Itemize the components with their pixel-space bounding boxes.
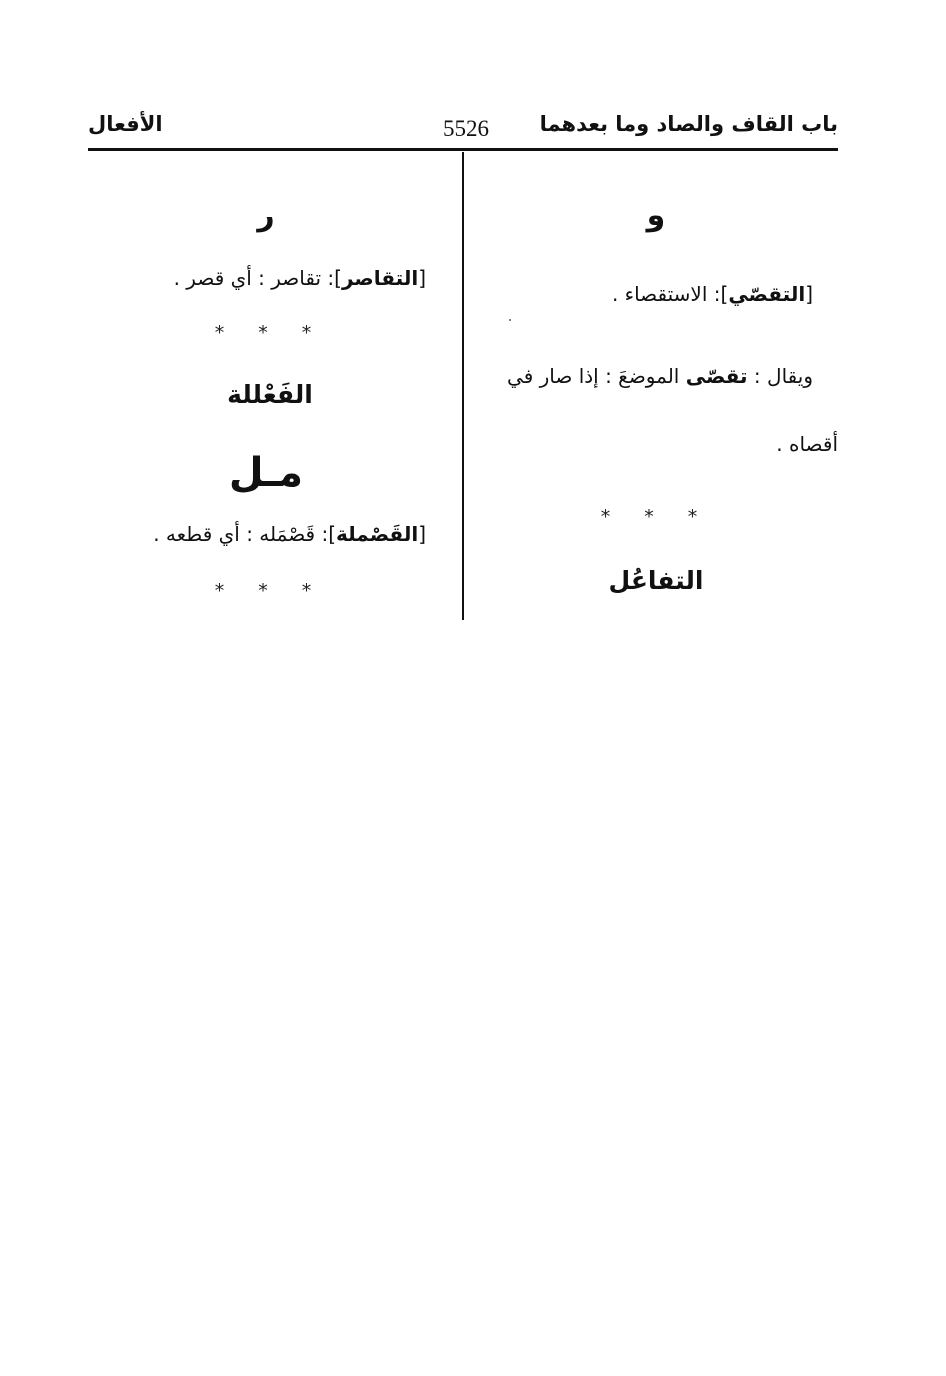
print-speck (509, 319, 511, 321)
close-bracket: ] (334, 266, 342, 290)
left-separator-stars-1: * * * (214, 322, 326, 344)
right-letter-heading: و (646, 198, 666, 233)
right-entry-taqassi (612, 282, 813, 306)
definition: : قَصْمَله : أي قطعه . (153, 522, 329, 546)
definition: : تقاصر : أي قصر . (173, 266, 335, 290)
section-title: الأفعال (88, 112, 163, 136)
entry-intro: ويقال : (747, 364, 813, 388)
left-entry-qasmala (153, 522, 426, 546)
left-pattern-heading: الفَعْللة (227, 380, 313, 409)
close-bracket: ] (328, 522, 337, 546)
headword: التقاصر (341, 266, 419, 290)
right-pattern-heading: التفاعُل (608, 566, 704, 595)
right-entry-continuation: أقصاه . (776, 432, 838, 456)
page-number: 5526 (443, 116, 489, 141)
headword: تقصّى (685, 364, 748, 388)
open-bracket: [ (805, 282, 813, 306)
headword: القَصْملة (336, 522, 419, 546)
left-root-heading: مـل (228, 450, 304, 496)
definition: : الاستقصاء . (611, 282, 721, 306)
open-bracket: [ (418, 522, 426, 546)
right-separator-stars: * * * (600, 506, 712, 528)
left-entry-taqasur (174, 266, 426, 290)
left-separator-stars-2: * * * (214, 580, 326, 602)
column-divider (462, 152, 464, 620)
close-bracket: ] (720, 282, 729, 306)
definition: الموضعَ : إذا صار في (507, 364, 686, 388)
open-bracket: [ (418, 266, 426, 290)
headword: التقصّي (728, 282, 806, 306)
right-entry-yuqal (507, 364, 813, 388)
header-rule (88, 148, 838, 151)
left-letter-heading: ر (257, 198, 275, 233)
chapter-title: باب القاف والصاد وما بعدهما (539, 112, 838, 136)
